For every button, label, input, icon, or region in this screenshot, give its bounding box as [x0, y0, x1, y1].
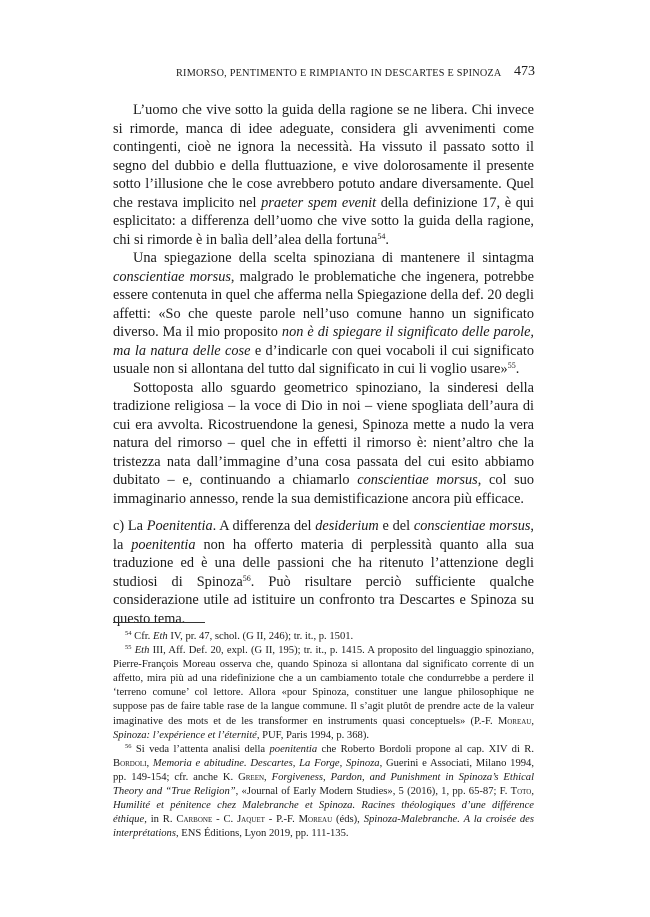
paragraph-1: L’uomo che vive sotto la guida della ragione se ne libera. Chi invece si rimorde, manca di idee adeguate, considera gli avvenimenti come contingenti, cioè ne ignora la necessità. Ha vissuto il passato sotto il segno del dubbio e della fluttuazione, e vive dolorosamente il presente sotto l’illusione che le cose avrebbero potuto andare diversamente. Quel che restava implicito nel praeter spem evenit della definizione 17, è qui esplicitato: a differenza dell’uomo che vive sotto la guida della ragione, chi si rimorde è in balìa dell’alea della fortuna$^{54}$. — [113, 102, 535, 248]
footnote-separator — [113, 622, 205, 623]
footnote-ref-56[interactable]: 56 — [242, 573, 251, 583]
main-text — [113, 101, 534, 628]
running-head: RIMORSO, PENTIMENTO E RIMPIANTO IN DESCARTES E SPINOZA — [176, 68, 502, 79]
paragraph-4: c) La Poenitentia. A differenza del desiderium e del conscientiae morsus, la poenitentia non ha offerto materia di perplessità quanto alla sua traduzione ed è una delle passioni che ha ritenuto l’attenzione degli studiosi di Spinoza$^{56}$. Può risultare perciò sufficiente qualche considerazione utile ad istituire un confronto tra Descartes e Spinoza su questo tema. — [113, 518, 534, 627]
footnotes — [113, 630, 534, 841]
footnote-55: $^{55}$ Eth III, Aff. Def. 20, expl. (G II, 195); tr. it., p. 1415. A proposito del linguaggio spinoziano, Pierre-François Moreau osserva che, quando Spinoza si allontana dal significato corrente di un affetto, mira più ad una ridefinizione che a un cambiamento totale che condurrebbe a perdere il ‘terreno comune’ col lettore. Allora «pour Spinoza, constituer une langue philosophique ne suppose pas de faire table rase de la langue commune. Il s’agit plutôt de prendre acte de la valeur imaginative des mots et de les transformer en instruments quasi conceptuels» (P.-F. Moreau, Spinoza: l’expérience et l’éternité, PUF, Paris 1994, p. 368). — [113, 644, 534, 741]
footnote-54: $^{54}$ Cfr. Eth IV, pr. 47, schol. (G II, 246); tr. it., p. 1501. — [125, 630, 354, 642]
footnote-56: $^{56}$ Si veda l’attenta analisi della poenitentia che Roberto Bordoli propone al cap. XIV di R. Bordoli, Memoria e abitudine. Descartes, La Forge, Spinoza, Guerini e Associati, Milano 1994, pp. 149-154; cfr. anche K. Green, Forgiveness, Pardon, and Punishment in Spinoza’s Ethical Theory and “True Religion”, «Journal of Early Modern Studies», 5 (2016), 1, pp. 65-87; F. Toto, Humilité et pénitence chez Malebranche et Spinoza. Racines théologiques d’une différence éthique, in R. Carbone - C. Jaquet - P.-F. Moreau (éds), Spinoza-Malebranche. A la croisée des interprétations, ENS Éditions, Lyon 2019, pp. 111-135. — [113, 742, 535, 840]
footnote-ref-55[interactable]: 55 — [507, 361, 516, 370]
paragraph-3: Sottoposta allo sguardo geometrico spinoziano, la sinderesi della tradizione religiosa – la voce di Dio in noi – viene spogliata dell’aura di cui era avvolta. Ricostruendone la genesi, Spinoza mette a nudo la vera natura del rimorso – quel che in effetti il rimorso è: nient’altro che la tristezza nata dall’immagine d’una cosa passata del cui esito abbiamo dubitato – e, continuando a chiamarlo conscientiae morsus, col suo immaginario annesso, rende la sua demistificazione ancora più efficace. — [113, 379, 534, 507]
paragraph-2: Una spiegazione della scelta spinoziana di mantenere il sintagma conscientiae morsus, malgrado le problematiche che ingenera, potrebbe essere contenuta in quel che afferma nella Spiegazione della def. 20 degli affetti: «So che queste parole nell’uso comune hanno un significato diverso. Ma il mio proposito non è di spiegare il significato delle parole, ma la natura delle cose e d’indicarle con quei vocaboli il cui significato usuale non si allontana del tutto dal significato in cui li voglio usare»$^{55}$. — [113, 250, 535, 377]
page-number: 473 — [514, 64, 535, 79]
footnote-ref-54[interactable]: 54 — [377, 231, 386, 241]
